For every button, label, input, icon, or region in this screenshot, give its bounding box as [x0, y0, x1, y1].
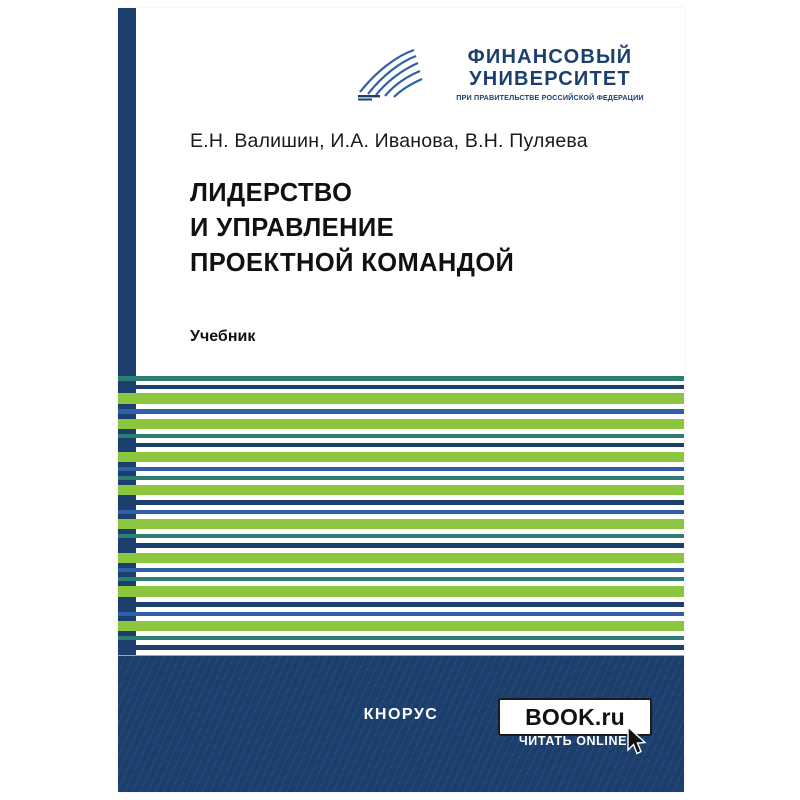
university-subtitle: ПРИ ПРАВИТЕЛЬСТВЕ РОССИЙСКОЙ ФЕДЕРАЦИИ [456, 93, 644, 102]
stripe-17 [118, 568, 684, 572]
stripe-11 [118, 500, 684, 505]
stripe-13 [118, 519, 684, 529]
stripe-15 [118, 543, 684, 548]
bookru-badge-sublabel: ЧИТАТЬ ONLINE [518, 734, 628, 748]
stripe-19 [118, 586, 684, 597]
university-name-line2: УНИВЕРСИТЕТ [469, 68, 631, 90]
stripe-2 [118, 393, 684, 404]
stripe-16 [118, 553, 684, 563]
stripe-18 [118, 577, 684, 581]
decorative-stripes [118, 376, 684, 666]
stripe-1 [118, 385, 684, 389]
stripe-22 [118, 621, 684, 631]
book-front-cover [118, 8, 684, 792]
stripe-20 [118, 602, 684, 607]
stripe-0 [118, 376, 684, 381]
book-title-line-2: И УПРАВЛЕНИЕ [190, 214, 395, 242]
bookru-badge-label: BOOK.ru [498, 698, 652, 736]
book-title [190, 176, 660, 281]
stripe-4 [118, 419, 684, 429]
stripe-5 [118, 434, 684, 438]
stripe-8 [118, 467, 684, 471]
stripe-7 [118, 452, 684, 462]
university-logo-text [434, 46, 666, 103]
book-title-line-1: ЛИДЕРСТВО [190, 179, 353, 207]
stripe-6 [118, 443, 684, 447]
stripe-24 [118, 645, 684, 650]
publisher-name: КНОРУС [363, 706, 439, 723]
authors-line: Е.Н. Валишин, И.А. Иванова, В.Н. Пуляева [190, 130, 588, 152]
stripe-23 [118, 636, 684, 640]
mouse-cursor-icon [626, 726, 648, 756]
book-title-line-3: ПРОЕКТНОЙ КОМАНДОЙ [190, 249, 515, 277]
stripe-21 [118, 612, 684, 616]
university-name-line1: ФИНАНСОВЫЙ [467, 46, 633, 68]
stripe-10 [118, 485, 684, 495]
stripe-14 [118, 534, 684, 538]
stripe-3 [118, 409, 684, 414]
financial-university-emblem-icon [356, 48, 426, 102]
university-logo [356, 46, 666, 114]
book-subtitle: Учебник [190, 328, 256, 345]
stripe-9 [118, 476, 684, 480]
stripe-12 [118, 510, 684, 514]
bookru-badge[interactable] [498, 698, 666, 754]
